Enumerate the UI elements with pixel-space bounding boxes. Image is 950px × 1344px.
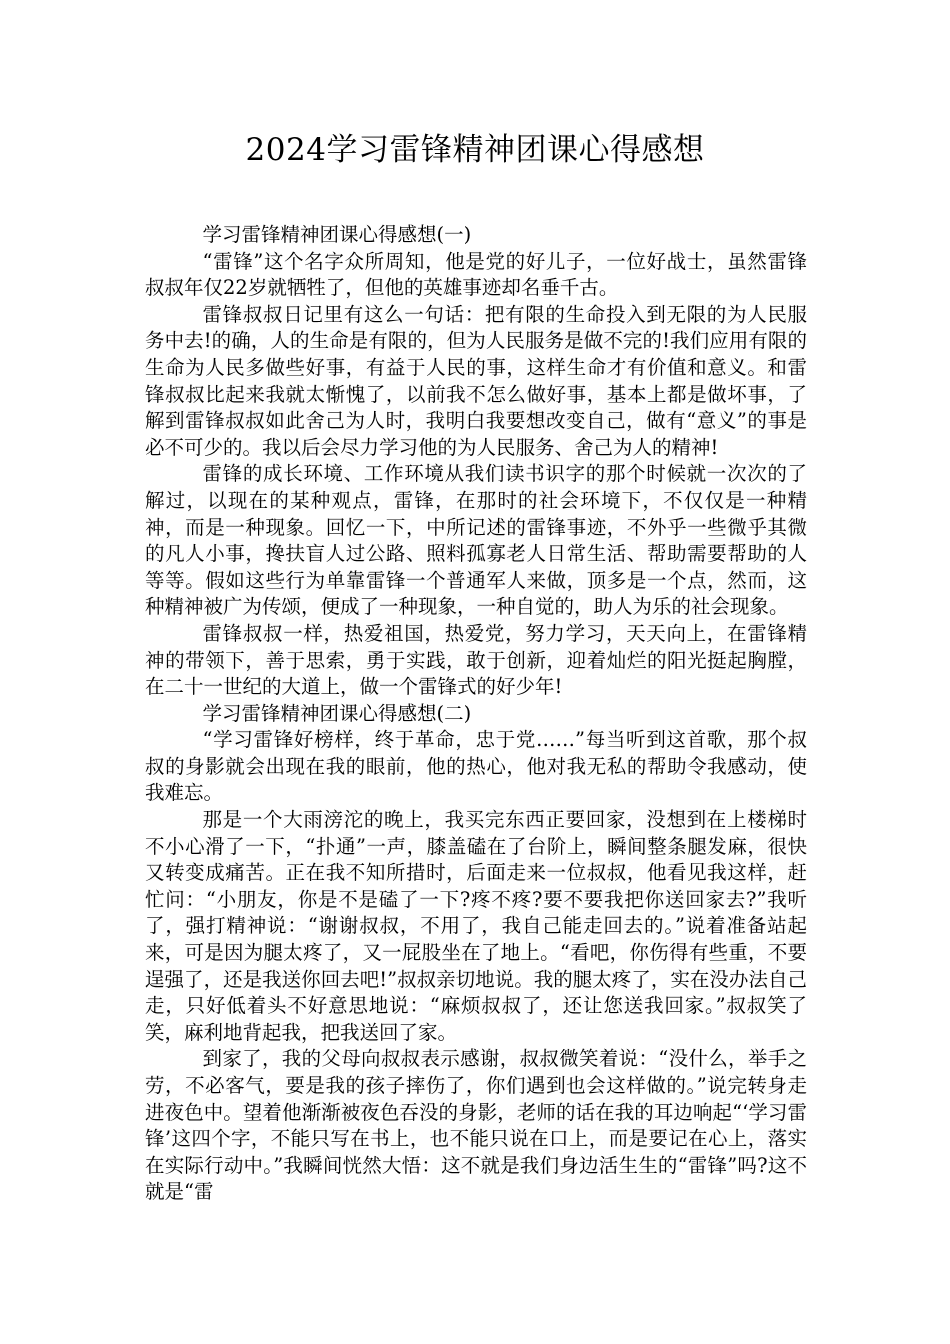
paragraph: 到家了，我的父母向叔叔表示感谢，叔叔微笑着说：“没什么，举手之劳，不必客气，要是我的孩子摔伤了，你们遇到也会这样做的。”说完转身走进夜色中。望着他渐渐被夜色吞没的身影，老师的话在我的耳边响起“‘学习雷锋’这四个字，不能只写在书上，也不能只说在口上，而是要记在心上，落实在实际行动中。”我瞬间恍然大悟：这不就是我们身边活生生的“雷锋”吗?这不就是“雷 (145, 1047, 807, 1204)
paragraph: 雷锋叔叔一样，热爱祖国，热爱党，努力学习，天天向上，在雷锋精神的带领下，善于思索，勇于实践，敢于创新，迎着灿烂的阳光挺起胸膛，在二十一世纪的大道上，做一个雷锋式的好少年! (145, 621, 807, 699)
document-title: 2024学习雷锋精神团课心得感想 (245, 132, 705, 168)
paragraph: 那是一个大雨滂沱的晚上，我买完东西正要回家，没想到在上楼梯时不小心滑了一下，“扑通”一声，膝盖磕在了台阶上，瞬间整条腿发麻，很快又转变成痛苦。正在我不知所措时，后面走来一位叔叔，他看见我这样，赶忙问：“小朋友，你是不是磕了一下?疼不疼?要不要我把你送回家去?”我听了，强打精神说：“谢谢叔叔，不用了，我自己能走回去的。”说着准备站起来，可是因为腿太疼了，又一屁股坐在了地上。“看吧，你伤得有些重，不要逞强了，还是我送你回去吧!”叔叔亲切地说。我的腿太疼了，实在没办法自己走，只好低着头不好意思地说：“麻烦叔叔了，还让您送我回家。”叔叔笑了笑，麻利地背起我，把我送回了家。 (145, 808, 807, 1044)
paragraph: 雷锋的成长环境、工作环境从我们读书识字的那个时候就一次次的了解过，以现在的某种观点，雷锋，在那时的社会环境下，不仅仅是一种精神，而是一种现象。回忆一下，中所记述的雷锋事迹，不外乎一些微乎其微的凡人小事，搀扶盲人过公路、照料孤寡老人日常生活、帮助需要帮助的人等等。假如这些行为单靠雷锋一个普通军人来做，顶多是一个点，然而，这种精神被广为传颂，便成了一种现象，一种自觉的，助人为乐的社会现象。 (145, 462, 807, 619)
paragraph: 雷锋叔叔日记里有这么一句话：把有限的生命投入到无限的为人民服务中去!的确，人的生命是有限的，但为人民服务是做不完的!我们应用有限的生命为人民多做些好事，有益于人民的事，这样生命才有价值和意义。和雷锋叔叔比起来我就太惭愧了，以前我不怎么做好事，基本上都是做坏事，了解到雷锋叔叔如此舍己为人时，我明白我要想改变自己，做有“意义”的事是必不可少的。我以后会尽力学习他的为人民服务、舍己为人的精神! (145, 302, 807, 459)
paragraph: “学习雷锋好榜样，终于革命，忠于党……”每当听到这首歌，那个叔叔的身影就会出现在我的眼前，他的热心，他对我无私的帮助令我感动，使我难忘。 (145, 728, 807, 805)
document-body (145, 222, 807, 1206)
paragraph: “雷锋”这个名字众所周知，他是党的好儿子，一位好战士，虽然雷锋叔叔年仅22岁就牺牲了，但他的英雄事迹却名垂千古。 (145, 249, 807, 300)
section-heading-1: 学习雷锋精神团课心得感想(一) (202, 223, 472, 246)
section-heading-2: 学习雷锋精神团课心得感想(二) (202, 701, 472, 725)
